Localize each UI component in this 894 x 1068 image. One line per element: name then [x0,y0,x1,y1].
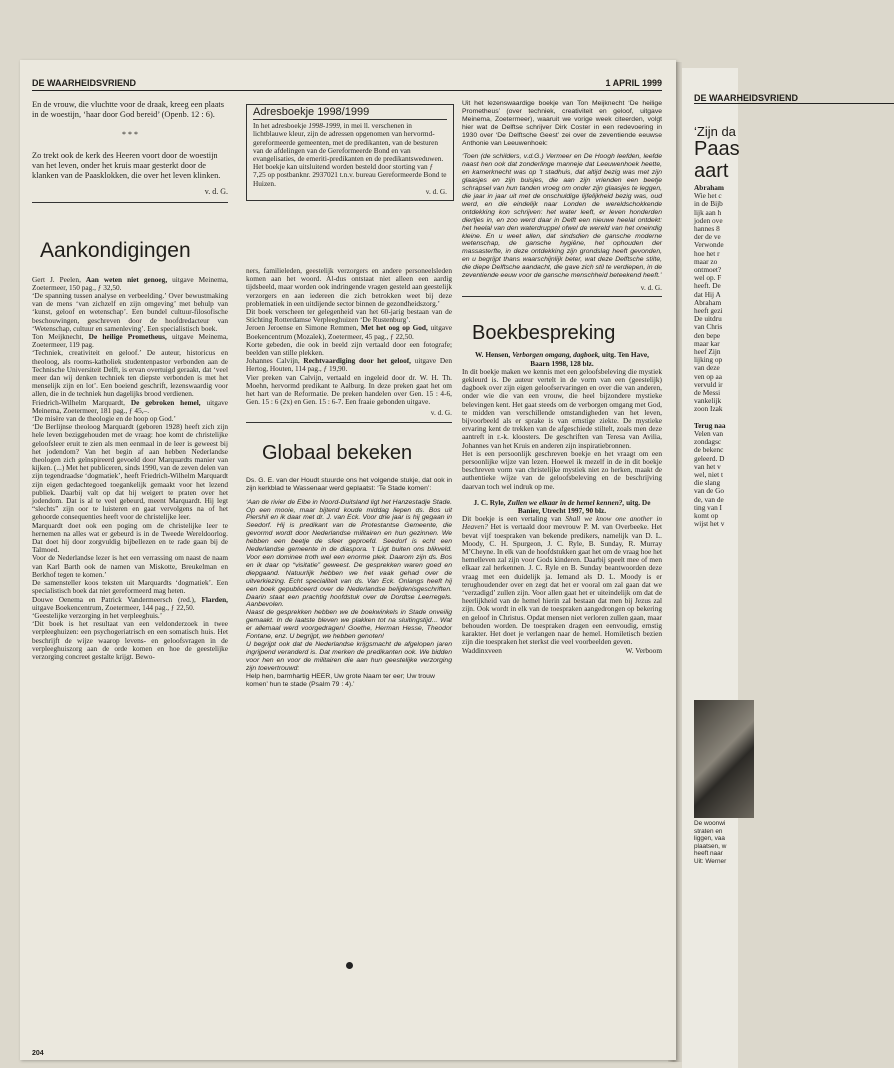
box-title: Adresboekje 1998/1999 [253,106,370,118]
next-page-line-b-5: wel, niet t [694,469,723,479]
announcement-3-text-3: Voor de Nederlandse lezer is het een verrassing om naast de naam van Karl Barth ook de namen van Miskotte, Breukelman en Berkhof tegen te komen.’ [32,553,228,579]
announcement-3: Friedrich-Wilhelm Marquardt, De gebroken hemel, uitgave Meinema, Zoetermeer, 181 pag., ƒ 45,–. [32,397,228,415]
col3-quote: ‘Toen (de schilders, v.d.G.) Vermeer en De Hoogh leefden, leefde naast hen ook dat zonderlinge manneje dat Leeuwenhoek heette, en kamerknecht was op ’t stadhuis, dat altijd bezig was met zijn glaasjes en zijn buisjes, die aan zijn vrienden een beetje schrapsel van hun tanden vroeg om onder zijn glaasjes te leggen, die jaar in jaar uit met de onschuldige lijfelijkheid bezig was, oud werd, en die eindelijk naar Londen de wereldschokkende ontdekking kon schrijven: het water leeft, er leven honderden diertjes in, en zoo werd daar in Delft een nieuwe heelal ontdekt: het heelal van den waterdruppel ofwel de wereld van het oneindig kleine. En u weet allen, dat sindsdien de gansche moderne wetenschap, de gansche hygiëne, het ophouden der massasterfte, in deze ontdekking zijn grondslag heeft gevonden, en u begrijpt thans waarschijnlijk beter, wat deze Delftsche stilte, die diepe Delftsche aandacht, die gave zich stil te verdiepen, in de zeventiende eeuw voor de gansche menschheid beteekend heeft.’ [462,153,662,280]
heading-globaal-bekeken: Globaal bekeken [262,441,413,464]
prometheus-quote [462,100,662,280]
next-page-line-4: joden ove [694,215,723,225]
next-page-line-12: heeft. De [694,281,721,291]
column-2 [246,267,452,688]
announcement-4-text: ‘Dit boek is het resultaat van een veldonderzoek in twee verpleeghuizen: een psychogeriatrisch en een somatisch huis. Het beschrijft de wijze waarop levens- en geloofsvragen in de verpleeghuiszorg aan de orde komen en hoe de geestelijke verzorging concreet gestalte krijgt. Bewo- [32,619,228,661]
announcement-4: Douwe Oenema en Patrick Vandermeersch (red.), Flarden, uitgave Boekencentrum, Zoetermeer, 144 pag., ƒ 22,50. [32,594,228,612]
col3-intro: Uit het lezenswaardige boekje van Ton Meijknecht ‘De heilige Prometheus’ (over techniek, creativiteit en geloof, uitgave Meinema, Zoetermeer), waaruit we vorige week citeerden, volgt hier wat de Delftse schrijver Dirk Coster in een redevoering in 1930 over ‘De Delftsche Geest’ zei over de zeventiende eeuwse Anthonie van Leeuwenhoek: [462,100,662,147]
review-1-title: W. Hensen, Verborgen omgang, dagboek, uitg. Ten Have, Baarn 1998, 128 blz. [475,350,649,368]
page-number: 204 [32,1050,44,1057]
review-2-title: J. C. Ryle, Zullen we elkaar in de hemel kennen?, uitg. De Banier, Utrecht 1997, 90 blz. [473,497,651,515]
next-page-title-line2: Paas [694,138,740,160]
divider [32,202,228,203]
next-page-line-22: van deze [694,363,720,373]
section-stars: * * * [122,130,138,140]
col2-text-4: Vier preken van Calvijn, vertaald en ingeleid door dr. W. H. Th. Moehn, hervormd predikant te Aalburg. In deze preken gaat het om het hart van de Reformatie. De preken handelen over Gen. 15 : 4-6, Gen. 15 : 6 (2x) en Gen. 15 : 6-7. Een fraaie gebonden uitgave. [246,372,452,407]
next-page-line-26: vankelijk [694,396,722,406]
next-page-line-14: Abraham [694,297,722,307]
announcement-1: Gert J. Peelen, Aan weten niet genoeg, uitgave Meinema, Zoetermeer, 150 pag., ƒ 32,50. [32,274,228,292]
next-page-line-18: den bepe [694,330,721,340]
next-page-line-2: in de Bijb [694,199,723,209]
next-page-line-13: dat Hij A [694,289,721,299]
next-page-line-27: zoon Izak [694,404,723,414]
review-1-text-2: Het is een persoonlijk geschreven boekje en het vraagt om een persoonlijke wijze van lezen. Hoewel ik mezelf in de in dit boekje beschreven vorm van christelijke mystiek niet zo herken, maakt de authentieke wijze van de geloofsbeleving en de beschrijving daarvan toch wel indruk op me. [462,448,662,491]
next-page-caption-line-0: De woonwi [694,820,726,827]
next-page-photo [694,700,754,818]
next-page-line-b-1: zondagsc [694,437,722,447]
next-page-caption-line-1: straten en [694,827,723,835]
review-2-text: Dit boekje is een vertaling van Shall we know one another in Heaven? Het is vertaald door mevrouw P. M. van Overbeeke. Het bevat vijf toespraken van bekende predikers, namelijk van D. L. Moody, C. H. Spurgeon, J. C. Ryle, B. Sunday, R. Murray M’Cheyne. In elk van de hoofdstukken gaat het om de vraag hoe het hemelleven zal zijn voor Gods kinderen. Daarbij speelt mee of men elkaar zal herkennen. J. C. Ryle en B. Sunday beantwoorden deze vraag met een duidelijk ja. Iemand als D. L. Moody is er terughoudender over en zegt dat het er vooral om zal gaan dat we ‘verzadigd’ zullen zijn. Voor allen gaat het er uiteindelijk om dat de heerlijkheid van de hemel hierin zal bestaan dat men bij Jezus zal zijn. Ook wordt in elk van de toespraken aangedrongen op bekering en geloof in Christus. Opdat mensen niet verloren zullen gaan, maar behouden worden. De toespraken dragen een eenvoudig, ernstig karakter. Het doet je verlangen naar de hemel. Homiletisch bezien zijn die toespraken het sterkst die veel voorbeelden geven. [462,514,662,647]
next-page-line-b-3: geleerd. D [694,453,725,463]
intro-paragraph-2: Zo trekt ook de kerk des Heeren voort door de woestijn van het leven, onder het kruis maar gesterkt door de klanken van de Paasklokken, die over het leven klinken. [32,151,221,180]
next-page-line-b-11: wijst het v [694,519,725,529]
next-page-line-b-6: die slang [694,478,721,488]
next-page-line-21: lijking op [694,355,723,365]
globaal-quote-3: U begrijpt ook dat de Nederlandse krijgsmacht de afgelopen jaren ingrijpend veranderd is. Dat merken de predikanten ook. We bidden voor hen en voor de militairen die aan hun geestelijke verzorging zijn toevertrouwd: [246,640,452,672]
next-page-line-25: de Messi [694,388,721,398]
globaal-quote-2: Naast de gesprekken hebben we de boekwinkels in Stade onveilig gemaakt. In de laatste bleven we plakken tot na sluitingstijd... Wat er allemaal werd voorgedragen! Goethe, Herman Hesse, Theodor Fontane, enz. U begrijpt, we hebben genoten! [246,609,452,641]
next-page-header: DE WAARHEIDSVRIEND [694,93,894,104]
next-page-line-5: hannes 8 [694,224,720,234]
signature: v. d. G. [204,187,228,197]
next-page-caption-line-5: Uit: Werner [694,857,727,865]
newspaper-page [20,60,676,1060]
announcement-3-text: ‘De Berlijnse theoloog Marquardt (geboren 1928) heeft zich zijn hele leven beziggehouden met de vraag: hoe komt de christelijke geloofsleer eruit te zien als men eenmaal in de leer is geweest bij het jodendom? Van het begin af aan hebben Nederlandse theologen zich geïnspireerd gevoeld door Marquardts manier van kijken. (...) Met het publiceren, sinds 1990, van de zeven delen van zijn tegendraadse ‘dogmatiek’, heeft Friedrich-Wilhelm Marquardt zijn eigen gedachtegoed toegankelijk gemaakt voor het lezend publiek. Daarbij valt op dat hij weigert te praten over het jodendom. Dat is al te veel gebeurd, meent Marquardt. Hij legt “slechts” zijn oor te luisteren en gaat vervolgens na of het gehoorde consequenties heeft voor de christelijke leer. [32,422,228,522]
next-page-line-17: van Chris [694,322,723,332]
next-page-line-11: wel op. F [694,273,722,283]
next-page-line-16: De uitdru [694,314,722,324]
next-page-line-19: maar kar [694,338,720,348]
col3-divider [462,296,662,297]
review-byline [462,647,662,655]
next-page-text [694,184,894,528]
col2-announcement-1: Jeroen Jeroense en Simone Remmen, Met het oog op God, uitgave Boekencentrum (Mozaïek), Zoetermeer, 45 pag., ƒ 22,50. [246,323,452,341]
globaal-text [246,477,452,689]
next-page-caption-line-2: liggen, vaa [694,835,725,843]
adresboekje-box [246,104,454,201]
column-1 [32,100,228,661]
col2-announcement-2: Johannes Calvijn, Rechtvaardiging door het geloof, uitgave Den Hertog, Houten, 114 pag., ƒ 19,90. [246,356,452,374]
announcement-3-text-2: Marquardt doet ook een poging om de christelijke leer te hernemen na alles wat er gebeurd is in de Tweede Wereldoorlog. Dat doet hij door zorgvuldig bijbellezen en te rade gaan bij de Talmoed. [32,520,228,555]
intro-paragraph-1: En de vrouw, die vluchtte voor de draak, kreeg een plaats in de woestijn, ‘haar door God bereid’ (Openb. 12 : 6). [32,100,225,119]
next-page-line-10: ontmoet? [694,265,722,275]
col2-signature: v. d. G. [430,408,452,418]
box-signature: v. d. G. [425,186,447,196]
col2-text-3: Korte gebeden, die ook in beeld zijn vertaald door een fotografe; beelden van stille plekken. [246,339,452,358]
announcement-2-text: ‘Techniek, creativiteit en geloof.’ De auteur, historicus en theoloog, als rooms-katholiek studentenpastor verbonden aan de Technische Universiteit Delft, is ervan overtuigd geraakt, dat ‘veel meer dan wij denken techniek ten diepste verbonden is met het menselijk zijn en lot’. Een boeiend geschrift, lezenswaardig voor allen, die in de techniek hun dagelijks brood verdienen. [32,348,228,399]
announcement-4-subtitle: ‘Geestelijke verzorging in het verpleeghuis.’ [32,610,163,620]
announcement-2: Ton Meijknecht, De heilige Prometheus, uitgave Meinema, Zoetermeer, 119 pag. [32,332,229,350]
next-page-line-3: lijk aan h [694,207,722,217]
next-page-subheading: Terug naa [694,420,726,430]
next-page-caption-line-3: plaatsen, w [694,842,727,850]
next-page-caption [694,820,894,866]
next-page-line-6: der de ve [694,232,721,242]
column-3 [462,100,662,656]
next-page-line-1: Wie het c [694,191,722,201]
publication-name: DE WAARHEIDSVRIEND [32,78,137,88]
next-page-line-b-2: de bekenc [694,445,724,455]
next-page-line-b-4: van het v [694,461,721,471]
next-page-line-0: Abraham [694,183,724,192]
next-page-fragment [682,68,799,1068]
globaal-quote-1: ‘Aan de rivier de Elbe in Noord-Duitsland ligt het Hanzestadje Stade. Op een mooie, maar bijtend koude middag liepen ds. Bos uit Piershil en ik daar met dr. J. van Eck. Voor drie jaar is hij gegaan in Seedorf. Hij is predikant van de Protestantse Gemeente, die gevormd wordt door Nederlandse militairen en hun gezinnen. We hebben een beetje de sfeer geproefd. Seedorf is echt een Nederlandse gemeente in de diaspora. ’t Ligt buiten ons blikveld. Voor een dominee troth wel een enorme plek. Daarom zijn ds. Bos en ik daar op “visitatie” geweest. De gesprekken waren goed en diepgaand. Natuurlijk hebben we het vaak gehad over de uitverkiezing. Echt specialiteit van ds. Van Eck. Onlangs heeft hij een boek gepubliceerd over de Nederlandse belijdenisgeschriften. Daarin staat een prachtig hoofdstuk over de Dordtse Leerregels. Aanbevolen. [246,498,452,609]
next-page-line-9: maar zo [694,256,718,266]
next-page-line-23: ven op aa [694,371,722,381]
col2-text-2: Dit boek verscheen ter gelegenheid van het 60-jarig bestaan van de Stichting Rotterdamse Verpleeghuizen ‘De Rustenburg’. [246,307,452,325]
next-page-line-b-9: ting van I [694,502,722,512]
next-page-line-b-10: komt op [694,510,719,520]
page-header [32,78,662,91]
box-text-2: Het boekje kan uitsluitend worden besteld door storting van ƒ 7,25 op postbanknr. 2937021 t.n.v. bureau Gereformeerde Bond te Huizen. [253,162,447,188]
announcement-1-text: ‘De spanning tussen analyse en verbeelding.’ Over bewustmaking van de mens ‘van zichzelf en zijn omgeving’ met behulp van ‘kunst, geloof en wetenschap’. Een bundel cultuur-filosofische beschouwingen, geschreven door de hoofdredacteur van ‘Wetenschap, cultuur en samenleving’. Een specialistisch boek. [32,290,228,333]
heading-boekbespreking: Boekbespreking [472,322,616,345]
next-page-title-line3: aart [694,160,729,182]
col3-signature: v. d. G. [640,282,662,292]
col2-divider [246,422,452,423]
announcement-3-subtitle: ‘De misère van de theologie en de hoop op God.’ [32,414,176,424]
box-text-1: In het adresboekje 1998-1999, in mei ll. verschenen in lichtblauwe kleur, zijn de adressen opgenomen van hervormd-gereformeerde gemeenten, met de predikanten, van de besturen van de afdelingen van de Gereformeerde Bond en van evangelisaties, de emeriti-predikanten en de predikantsweduwen. [253,121,444,164]
announcement-3-text-4: De samensteller koos teksten uit Marquardts ‘dogmatiek’. Een specialistisch boek dat niet gereformeerd mag heten. [32,578,228,596]
col2-text-1: ners, familieleden, geestelijk verzorgers en andere personeelsleden komen aan het woord. Al-dus ontstaat niet alleen een aardig tijdsbeeld, maar worden ook indringende vragen gesteld aan geestelijk verzorgers en aan iedereen die zich betrokken weet bij deze problematiek in een uitdijende sector binnen de gezondheidszorg.’ [246,266,452,308]
next-page-line-24: vervuld ir [694,379,723,389]
bullet-marker [346,962,353,969]
next-page-line-20: heef Zijn [694,347,721,357]
next-page-line-7: Verwonde [694,240,724,250]
next-page-title-line1: ‘Zijn da [694,124,736,139]
review-author: W. Verboom [625,646,662,656]
heading-aankondigingen: Aankondigingen [40,239,191,263]
next-page-line-8: hoe het r [694,248,720,258]
issue-date: 1 APRIL 1999 [605,78,662,88]
box-rule [253,119,447,120]
review-1-text: In dit boekje maken we kennis met een geloofsbeleving die mystiek gekleurd is. De auteur vertelt in de vorm van een (geestelijk) dagboek over zijn eigen geloofservaringen en over die van anderen, onder wie die van een vrouw, die heel bijzondere mystieke belevingen kent. Het gaat steeds om de verborgen omgang met God, te midden van verschillende omstandigheden van het leven, bijvoorbeeld als er sprake is van ernstige ziekte. De mystieke ervaring kent de trekken van de afgeschiede stiltelt, zoals men deze aantreft in r.-k. kloosters. De geschriften van Teresa van Avilia, Johannes van het Kruis en anderen zijn inspiratiebronnen. [462,366,662,450]
review-place: Waddinxveen [462,646,502,656]
next-page-line-b-7: van de Go [694,486,724,496]
next-page-line-15: heeft gezi [694,306,723,316]
next-page-line-b-8: de, van de [694,494,724,504]
next-page-caption-line-4: heeft naar [694,850,723,858]
globaal-intro: Ds. G. E. van der Houdt stuurde ons het volgende stukje, dat ook in zijn kerkblad te Wassenaar werd geplaatst: ‘Te Stade komen’: [246,476,452,492]
globaal-psalm: Help hen, barmhartig HEER, Uw grote Naam ter eer; Uw trouw komen’ hun te stade (Psalm 79 : 4).’ [246,672,435,688]
next-page-line-b-0: Velen van [694,428,723,438]
